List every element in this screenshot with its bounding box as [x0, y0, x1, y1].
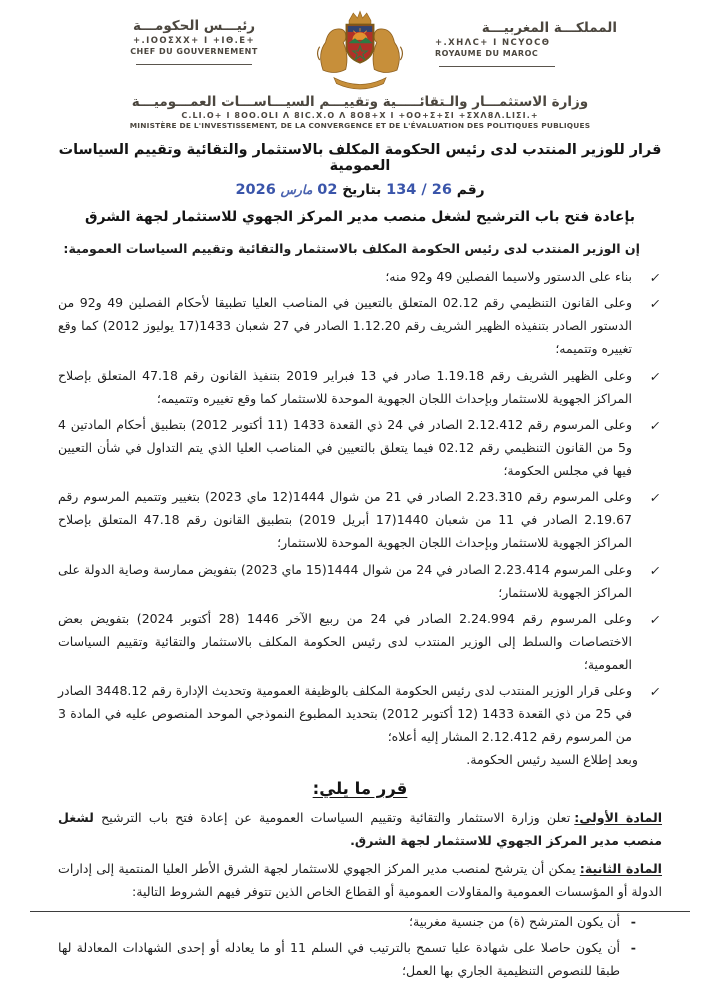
kingdom-arabic: المملكـــة المغربيـــة [481, 20, 617, 36]
article-2 [58, 857, 662, 904]
ministry-block [58, 94, 662, 130]
whereas-item: ✓ بناء على الدستور ولاسيما الفصلين 49 و92 منه؛ [58, 265, 662, 288]
whereas-item: ✓ وعلى المرسوم 2.23.414 الصادر في 24 من شوال 1444(15 ماي 2023) بتفويض ممارسة وصاية الدولة على المراكز الجهوية للاستثمار؛ [58, 558, 662, 604]
head-of-government-tifinagh: +.IOOΣXX+ I +IΘ.E+ [133, 36, 255, 46]
coat-of-arms-icon [309, 8, 411, 92]
ministry-name-french: MINISTÈRE DE L'INVESTISSEMENT, DE LA CONVERGENCE ET DE L'ÉVALUATION DES POLITIQUES PUBLIQUES [129, 121, 591, 130]
article-2-text: يمكن أن يترشح لمنصب مدير المركز الجهوي للاستثمار لجهة الشرق الأطر العليا المنتمية إلى إدارات الدولة أو المؤسسات العمومية والمقاولات العمومية أو القطاع الخاص الذين تتوفر فيهم الشروط التالية: [58, 861, 662, 900]
kingdom-block [435, 8, 617, 67]
condition-item: - أن يكون حاصلا على شهادة عليا تسمح بالترتيب في السلم 11 أو ما يعادله أو إحدى الشهادات المعادلة لها طبقا للنصوص التنظيمية الجاري بها العمل؛ [58, 936, 638, 983]
after-review-note: وبعد إطلاع السيد رئيس الحكومة. [466, 751, 638, 767]
whereas-item: ✓ وعلى المرسوم رقم 2.12.412 الصادر في 24 ذي القعدة 1433 (11 أكتوبر 2012) بتطبيق أحكام المادتين 4 و5 من القانون التنظيمي رقم 02.12 فيما يتعلق بالتعيين في المناصب العليا الذي يتم التداول في شأن التعيين فيها في مجلس الحكومة؛ [58, 413, 662, 482]
decree-date-month-handwritten: مارس [280, 182, 313, 197]
decision-heading: قرر ما يلي: [312, 778, 408, 798]
kingdom-french: ROYAUME DU MAROC [435, 49, 539, 58]
letterhead [58, 8, 662, 92]
article-1-text: تعلن وزارة الاستثمار والتقائية وتقييم السياسات العمومية عن إعادة فتح باب الترشيح [93, 809, 571, 825]
divider [136, 64, 252, 65]
whereas-item: ✓ وعلى قرار الوزير المنتدب لدى رئيس الحكومة المكلف بالوظيفة العمومية وتحديث الإدارة رقم 3448.12 الصادر في 25 من ذي القعدة 1433 (12 أكتوبر 2012) بتحديد المطبوع النموذجي الموحد المنصوص عليه في المادة 3 من المرسوم رقم 2.12.412 المشار إليه أعلاه؛ [58, 679, 662, 748]
preamble-intro: إن الوزير المنتدب لدى رئيس الحكومة المكلف بالاستثمار والتقائية وتقييم السياسات العمومية: [63, 241, 640, 256]
article-1-label: المادة الأولى: [574, 809, 663, 825]
head-of-government-french: CHEF DU GOUVERNEMENT [130, 47, 258, 56]
condition-item: - أن يكون المترشح (ة) من جنسية مغربية؛ [58, 910, 638, 933]
decree-date-year-stamp: 2026 [235, 182, 276, 198]
kingdom-tifinagh: +.XHΛC+ I NCYOCΘ [435, 38, 551, 48]
decree-date-label: بتاريخ [342, 182, 382, 198]
decree-number-stamp: 134 / 26 [386, 182, 452, 198]
decree-reference-line [58, 182, 662, 198]
article-2-label: المادة الثانية: [579, 861, 662, 877]
whereas-item: ✓ وعلى المرسوم رقم 2.24.994 الصادر في 24 من ربيع الآخر 1446 (28 أكتوبر 2024) بتفويض بعض الاختصاصات والسلط إلى الوزير المنتدب لدى رئيس الحكومة المكلف بالاستثمار والتقائية وتقييم السياسات العمومية؛ [58, 607, 662, 676]
article-1-text-bold: لشغل منصب مدير المركز الجهوي للاستثمار لجهة الشرق. [58, 809, 662, 848]
whereas-item: ✓ وعلى القانون التنظيمي رقم 02.12 المتعلق بالتعيين في المناصب العليا تطبيقا لأحكام الفصلين 49 و92 من الدستور الصادر بتنفيذه الظهير الشريف رقم 1.12.20 الصادر في 27 شعبان 1433(17 يوليوز 2012) كما وقع تغييره وتتميمه؛ [58, 291, 662, 360]
footer-divider [30, 911, 690, 912]
whereas-item: ✓ وعلى المرسوم رقم 2.23.310 الصادر في 21 من شوال 1444(12 ماي 2023) بتغيير وتتميم المرسوم رقم 2.19.67 الصادر في 11 من شعبان 1440(17 أبريل 2019) بتطبيق القانون رقم 47.18 المتعلق بإصلاح المراكز الجهوية للاستثمار وبإحداث اللجان الجهوية الموحدة للاستثمار؛ [58, 485, 662, 554]
whereas-item: ✓ وعلى الظهير الشريف رقم 1.19.18 صادر في 13 فبراير 2019 بتنفيذ القانون رقم 47.18 المتعلق بإصلاح المراكز الجهوية للاستثمار وبإحداث اللجان الجهوية الموحدة للاستثمار كما وقع تغييره وتتميمه؛ [58, 364, 662, 410]
article-1 [58, 806, 662, 853]
decree-date-day-stamp: 02 [317, 182, 338, 198]
head-of-government-block [103, 8, 285, 65]
decree-title: قرار للوزير المنتدب لدى رئيس الحكومة المكلف بالاستثمار والتقائية وتقييم السياسات العمومية [58, 142, 662, 174]
ministry-name-tifinagh: +.C.LI.O+ I 8OO.OLI Λ 8IC.X.O Λ 8O8+X I +OO+Σ+ΣI +ΣXΛ8Λ.LIΣI [181, 111, 539, 120]
ministry-name-arabic: وزارة الاستثمـــار والـتقائـــــية وتقييـــم السيـــاســـات العمـــوميـــة [131, 94, 589, 110]
decree-number-label: رقم [456, 182, 485, 198]
head-of-government-arabic: رئيـــس الحكومـــة [132, 18, 256, 34]
decree-subject: بإعادة فتح باب الترشيح لشغل منصب مدير المركز الجهوي للاستثمار لجهة الشرق [84, 209, 635, 225]
divider [439, 66, 555, 67]
conditions-list [58, 910, 662, 983]
whereas-list [58, 265, 662, 749]
